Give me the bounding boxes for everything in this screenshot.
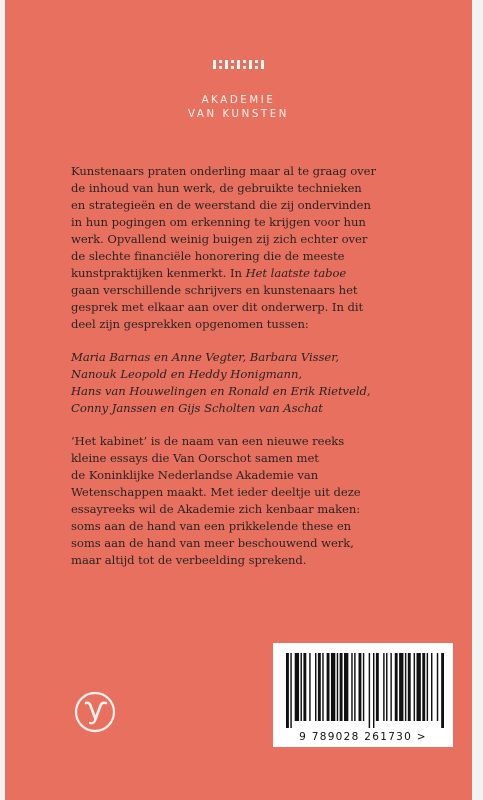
conversation-item: Conny Janssen en Gijs Scholten van Aschat [71,401,323,415]
barcode-bar [344,653,348,721]
intro-paragraph [71,163,441,333]
barcode-bar [369,653,370,728]
text-line: ‘Het kabinet’ is de naam van een nieuwe reeks [71,434,345,448]
barcode-bar [327,653,330,721]
akademie-logo [5,60,472,122]
conversation-item: Hans van Houwelingen en Ronald en Erik Rietveld, [71,384,371,398]
text-line: soms aan de hand van een prikkelende these en [71,519,352,533]
barcode-bar [414,653,415,721]
barcode-bar [441,653,444,728]
conversation-list [71,349,441,417]
barcode-bar [340,653,343,721]
text-line: kleine essays die Van Oorschot samen met [71,451,319,465]
text-line: de slechte financiële honorering die de meeste [71,249,345,263]
text-line: maar altijd tot de verbeelding sprekend. [71,553,307,567]
text-line-with-title [71,265,441,282]
barcode-bar [363,653,364,721]
barcode-bar [286,653,289,728]
text-line: de inhoud van hun werk, de gebruikte technieken [71,181,362,195]
van-oorschot-v-logo-icon [71,688,119,736]
book-back-cover [5,0,472,800]
barcode-bar [295,653,299,721]
text-line: en strategieën en de weerstand die zij ondervinden [71,198,371,212]
barcode-bar [390,653,391,721]
text-fragment: kunstpraktijken kenmerkt. In [71,266,246,280]
barcode-bar [422,653,425,721]
conversation-item: Maria Barnas en Anne Vegter, Barbara Visser, [71,350,340,364]
barcode-bar [337,653,338,721]
text-line: soms aan de hand van meer beschouwend werk, [71,536,354,550]
barcode-bar [431,653,432,721]
akademie-logo-icon [213,60,265,84]
text-line: in hun pogingen om erkenning te krijgen voor hun [71,215,366,229]
series-paragraph [71,433,441,569]
conversation-item: Nanouk Leopold en Heddy Honigmann, [71,367,303,381]
barcode-bar [386,653,387,721]
barcode-bar [301,653,302,721]
blurb-text [71,163,441,585]
barcode-bar [318,653,321,721]
text-line: deel zijn gesprekken opgenomen tussen: [71,317,309,331]
text-line: gaan verschillende schrijvers en kunstenaars het [71,283,358,297]
barcode-bar [399,653,403,721]
barcode-bar [383,653,384,721]
barcode-bar [417,653,421,721]
barcode-bar [395,653,398,721]
barcode-bar [303,653,306,721]
barcode-bar [309,653,310,721]
logo-line-2: VAN KUNSTEN [188,109,289,120]
text-line: Kunstenaars praten onderling maar al te graag over [71,164,376,178]
isbn-barcode [273,643,453,747]
text-line: essayreeks wil de Akademie zich kenbaar maken: [71,502,361,516]
barcode-bar [437,653,438,721]
barcode-bar [376,653,379,721]
barcode-bar [427,653,428,721]
barcode-bar [408,653,411,721]
barcode-bar [331,653,335,721]
text-line: werk. Opvallend weinig buigen zij zich echter over [71,232,368,246]
barcode-bar [405,653,406,721]
text-line: de Koninklijke Nederlandse Akademie van [71,468,319,482]
barcode-bar [354,653,355,721]
barcode-bar [290,653,291,728]
barcode-bar [359,653,362,721]
book-title: Het laatste taboe [245,266,347,280]
barcode-bar [322,653,323,721]
barcode-bar [351,653,352,721]
text-line: Wetenschappen maakt. Met ieder deeltje uit deze [71,485,361,499]
logo-line-1: AKADEMIE [201,95,276,106]
isbn-number: 9 789028 261730 > [299,731,427,743]
text-line: gesprek met elkaar aan over dit onderwerp. In dit [71,300,364,314]
barcode-bar [373,653,374,728]
barcode-bar [315,653,316,721]
barcode-graphic [284,653,444,728]
